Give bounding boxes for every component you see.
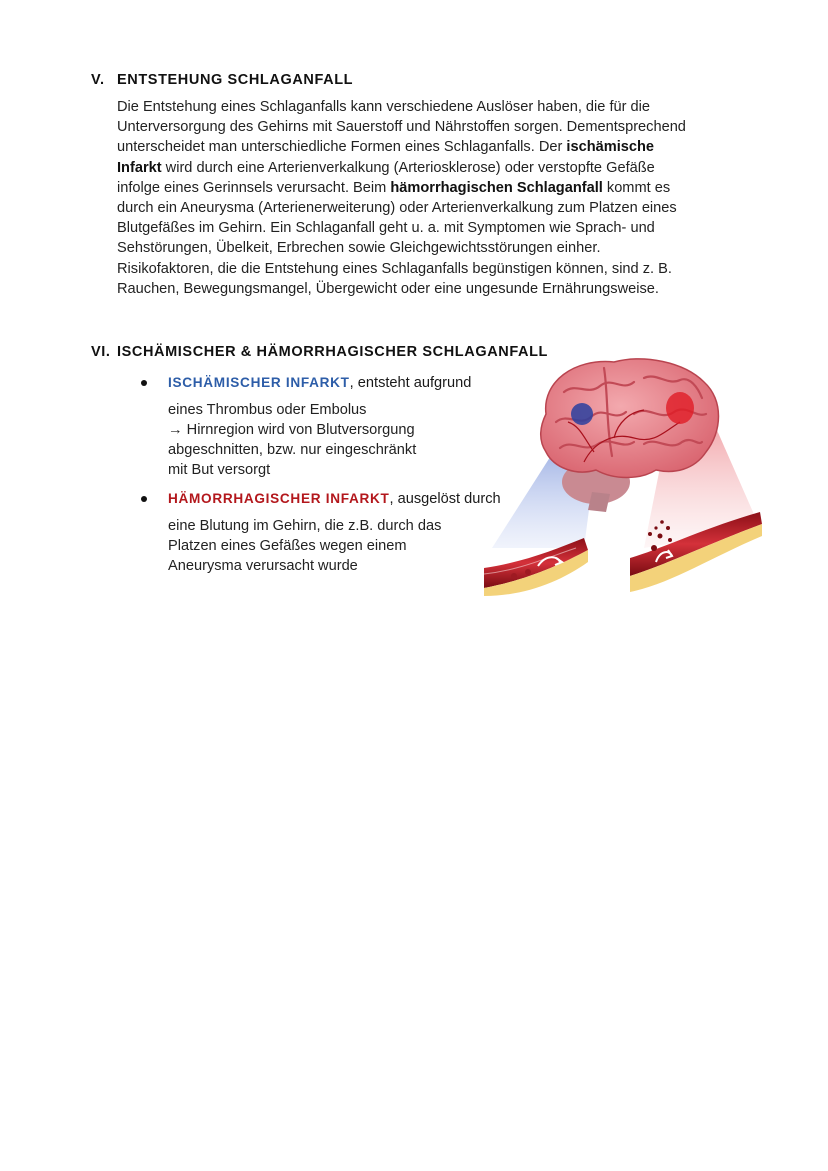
section-5-title: ENTSTEHUNG SCHLAGANFALL — [117, 72, 354, 88]
paragraph-line: Die Entstehung eines Schlaganfalls kann verschiedene Auslöser haben, die für die — [117, 99, 651, 115]
paragraph-line: Risikofaktoren, die die Entstehung eines Schlaganfalls begünstigen können, sind z. B. — [117, 260, 672, 277]
section-5-paragraph — [117, 97, 757, 299]
hemorrhagic-term-bold: hämorrhagischen Schlaganfall — [390, 179, 603, 196]
stroke-types-list — [141, 372, 501, 576]
hemorrhagic-infarct-term: HÄMORRHAGISCHER INFARKT — [168, 491, 390, 506]
list-item-ischemic — [141, 372, 491, 480]
hemorrhagic-infarct-description: eine Blutung im Gehirn, die z.B. durch das Platzen eines Gefäßes wegen einem Aneurysma verursacht wurde — [168, 518, 442, 574]
paragraph-line: Sehstörungen, Übelkeit, Erbrechen sowie Gleichgewichtsstörungen einher. — [117, 240, 601, 257]
ischemic-term-bold-2: Infarkt — [117, 159, 162, 176]
ischemic-infarct-term: ISCHÄMISCHER INFARKT — [168, 375, 350, 390]
ischemic-lesion — [571, 403, 593, 425]
paragraph-line: Infarkt wird durch eine Arterienverkalkung (Arteriosklerose) oder verstopfte Gefäße — [117, 159, 655, 176]
bullet-icon — [141, 496, 147, 502]
paragraph-line: Blutgefäßes im Gehirn. Ein Schlaganfall geht u. a. mit Symptomen wie Sprach- und — [117, 220, 655, 237]
paragraph-line: Unterversorgung des Gehirns mit Sauerstoff und Nährstoffen sorgen. Dementsprechend — [117, 119, 686, 136]
paragraph-line: durch ein Aneurysma (Arterienerweiterung) oder Arterienverkalkung zum Platzen eines — [117, 200, 677, 217]
paragraph-line: unterscheidet man unterschiedliche Formen eines Schlaganfalls. Der ischämische — [117, 139, 655, 156]
section-5-number: V. — [91, 72, 105, 88]
stroke-illustration — [484, 352, 764, 596]
hemorrhagic-lesion — [666, 392, 694, 424]
ischemic-infarct-description: eines Thrombus oder Embolus → Hirnregion wird von Blutversorgung abgeschnitten, bzw. nur eingeschränkt mit But versorgt — [168, 402, 417, 478]
section-6-title: ISCHÄMISCHER & HÄMORRHAGISCHER SCHLAGANFALL — [117, 344, 548, 360]
paragraph-line: infolge eines Gerinnsels verursacht. Beim hämorrhagischen Schlaganfall kommt es — [117, 179, 671, 196]
bullet-icon — [141, 380, 147, 386]
section-5-heading — [91, 72, 353, 88]
ischemic-infarct-intro: , entsteht aufgrund — [349, 375, 472, 391]
list-item-hemorrhagic — [141, 488, 501, 576]
ischemic-term-bold: ischämische — [566, 139, 655, 156]
hemorrhagic-infarct-intro: , ausgelöst durch — [389, 491, 501, 507]
section-6-heading — [91, 344, 548, 360]
section-6-number: VI. — [91, 344, 111, 360]
paragraph-line: Rauchen, Bewegungsmangel, Übergewicht oder eine ungesunde Ernährungsweise. — [117, 280, 659, 297]
